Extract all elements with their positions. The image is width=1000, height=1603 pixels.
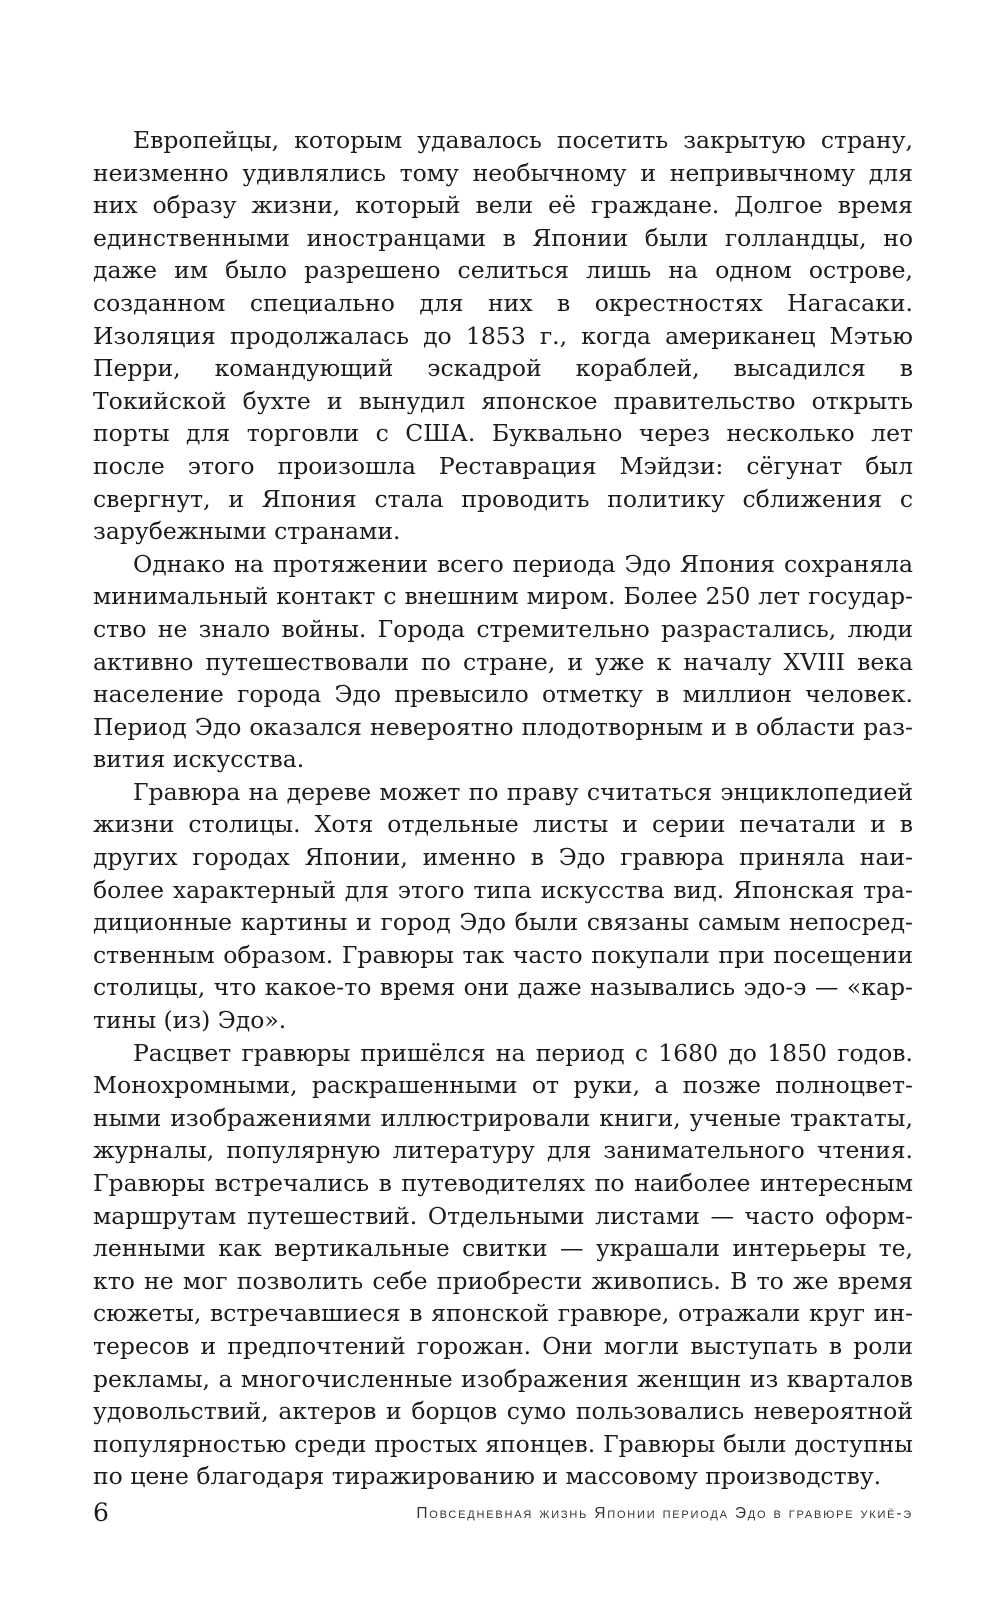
- page-footer: [93, 1497, 913, 1537]
- page-number: 6: [93, 1498, 109, 1527]
- body-text: [93, 124, 913, 1493]
- paragraph-1: Европейцы, которым удавалось посетить закрытую страну, неизменно удивлялись тому необычному и непривычному для них образу жизни, который вели её граждане. Долгое время единственными иностранцами в Японии были голландцы, но даже им было разрешено селиться лишь на одном острове, созданном специально для них в окрестностях Нагасаки. Изоляция продолжалась до 1853 г., когда американец Мэтью Перри, командующий эскадрой кораблей, высадился в Токийской бухте и вынудил японское правительство открыть порты для торговли с США. Буквально через несколько лет после этого произошла Реставрация Мэйдзи: сёгунат был свергнут, и Япония стала проводить политику сближения с зарубежными странами.: [93, 126, 913, 546]
- running-title: Повседневная жизнь Японии периода Эдо в гравюре укиё-э: [416, 1505, 913, 1522]
- paragraph-3: Гравюра на дереве может по праву считаться энциклопедией жизни столицы. Хотя отдельные листы и серии печатали и в других городах Японии, именно в Эдо гравюра приняла наиболее характерный для этого типа искусства вид. Японская традиционные картины и город Эдо были связаны самым непосредственным образом. Гравюры так часто покупали при посещении столицы, что какое-то время они даже назывались эдо-э — «картины (из) Эдо».: [93, 777, 913, 1035]
- paragraph-2: Однако на протяжении всего периода Эдо Япония сохраняла минимальный контакт с внешним миром. Более 250 лет государство не знало войны. Города стремительно разрастались, люди активно путешествовали по стране, и уже к началу XVIII века население города Эдо превысило отметку в миллион человек. Период Эдо оказался невероятно плодотворным и в области развития искусства.: [93, 549, 913, 774]
- paragraph-4: Расцвет гравюры пришёлся на период с 1680 до 1850 годов. Монохромными, раскрашенными от руки, а позже полноцветными изображениями иллюстрировали книги, ученые трактаты, журналы, популярную литературу для занимательного чтения. Гравюры встречались в путеводителях по наиболее интересным маршрутам путешествий. Отдельными листами — часто оформленными как вертикальные свитки — украшали интерьеры те, кто не мог позволить себе приобрести живопись. В то же время сюжеты, встречавшиеся в японской гравюре, отражали круг интересов и предпочтений горожан. Они могли выступать в роли рекламы, а многочисленные изображения женщин из кварталов удовольствий, актеров и борцов сумо пользовались невероятной популярностью среди простых японцев. Гравюры были доступны по цене благодаря тиражированию и массовому производству.: [93, 1038, 913, 1491]
